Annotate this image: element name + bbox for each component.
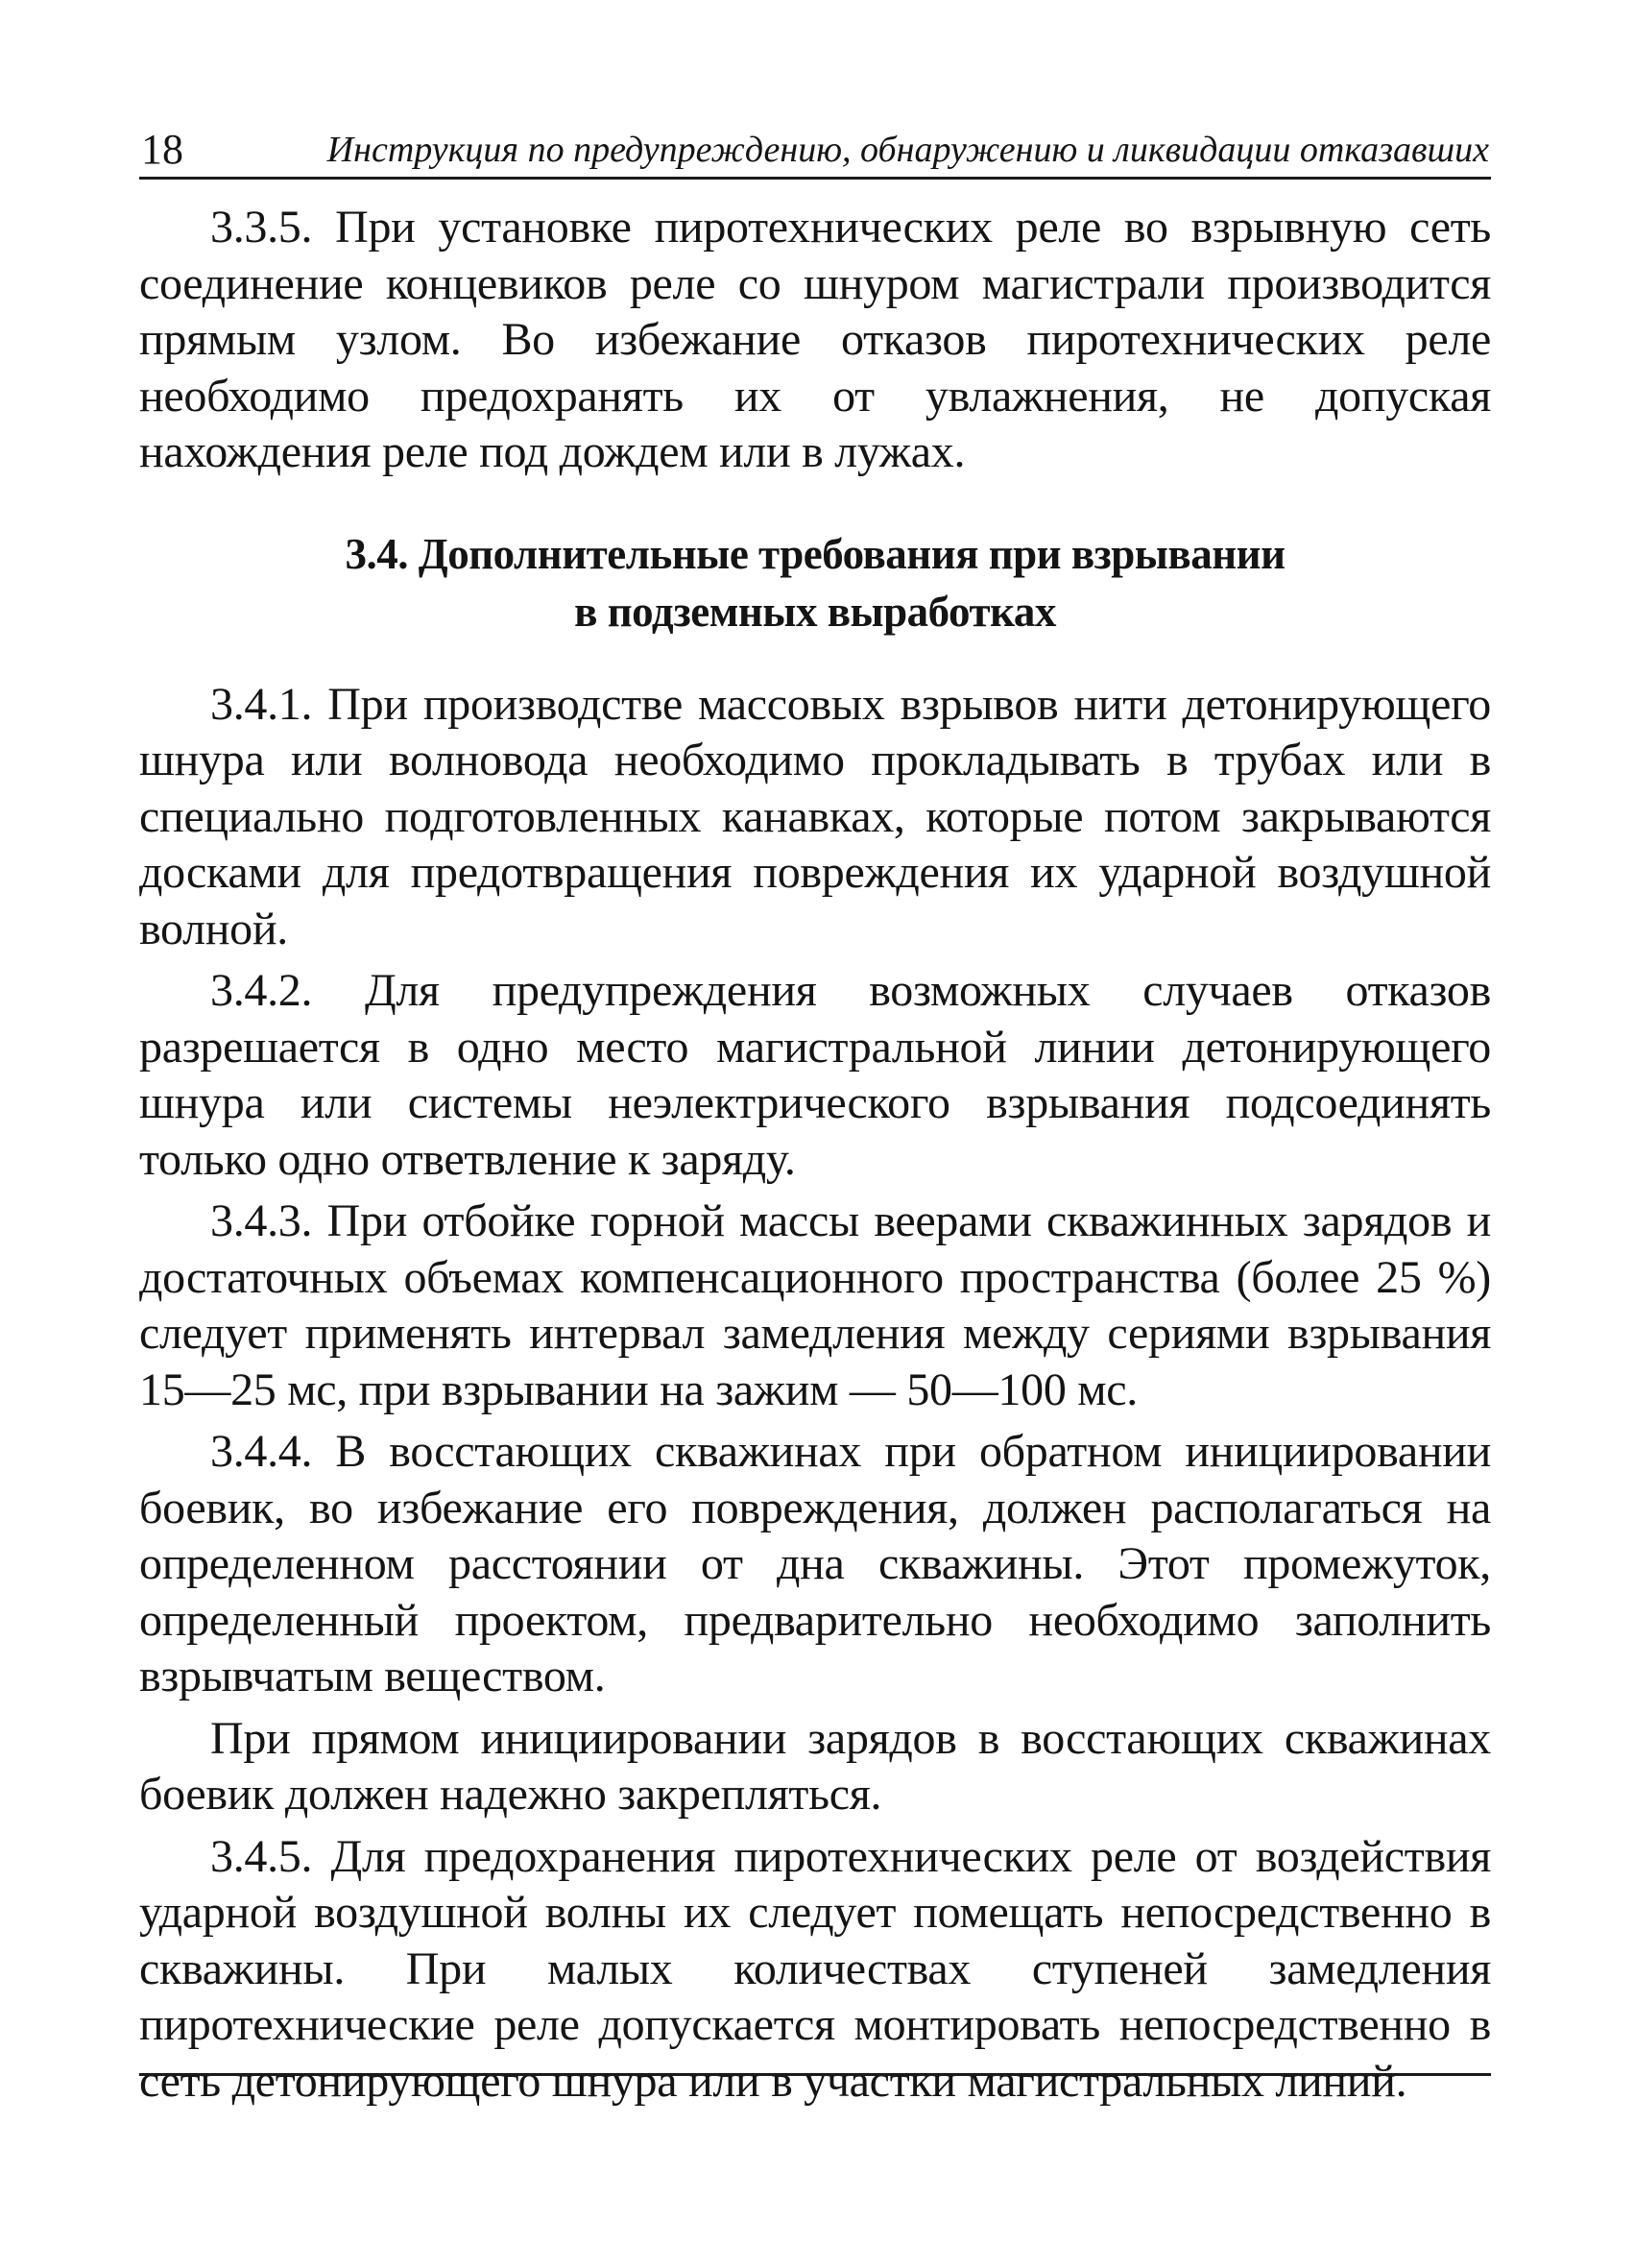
footer-rule [139,2073,1491,2076]
paragraph-3-4-1: 3.4.1. При производстве массовых взрывов нити детонирующего шнура или волновода необходимо прокладывать в трубах или в специально подготовленных канавках, которые потом закрываются досками для предотвращения повреждения их ударной воздушной волной. [139,678,1491,954]
page-number: 18 [141,126,183,173]
paragraph-3-4-3: 3.4.3. При отбойке горной массы веерами скважинных зарядов и достаточных объемах компенсационного пространства (более 25 %) следует применять интервал замедления между сериями взрывания 15—25 мс, при взрывании на зажим — 50—100 мс. [139,1195,1491,1415]
page-header [139,121,1491,180]
section-heading-line-2: в подземных выработках [574,587,1056,636]
page-body [139,200,1491,2110]
paragraph-3-4-5: 3.4.5. Для предохранения пиротехнических реле от воздействия ударной воздушной волны их следует помещать непосредственно в скважины. При малых количествах ступеней замедления пиротехнические реле допускается монтировать непосредственно в сеть детонирующего шнура или в участки магистральных линий. [139,1830,1491,2107]
paragraph-3-4-4: 3.4.4. В восстающих скважинах при обратном инициировании боевик, во избежание его повреждения, должен располагаться на определенном расстоянии от дна скважины. Этот промежуток, определенный проектом, предварительно необходимо заполнить взрывчатым веществом. [139,1426,1491,1701]
paragraph-3-4-4-continued: При прямом инициировании зарядов в восстающих скважинах боевик должен надежно закрепляться. [139,1712,1491,1820]
paragraph-3-4-2: 3.4.2. Для предупреждения возможных случаев отказов разрешается в одно место магистральной линии детонирующего шнура или системы неэлектрического взрывания подсоединять только одно ответвление к заряду. [139,965,1491,1185]
section-heading-line-1: 3.4. Дополнительные требования при взрывании [345,529,1286,578]
running-title: Инструкция по предупреждению, обнаружению и ликвидации отказавших [326,130,1489,170]
section-heading-3-4 [139,525,1491,640]
paragraph-3-3-5: 3.3.5. При установке пиротехнических реле во взрывную сеть соединение концевиков реле со шнуром магистрали производится прямым узлом. Во избежание отказов пиротехнических реле необходимо предохранять их от увлажнения, не допуская нахождения реле под дождем или в лужах. [139,202,1491,477]
